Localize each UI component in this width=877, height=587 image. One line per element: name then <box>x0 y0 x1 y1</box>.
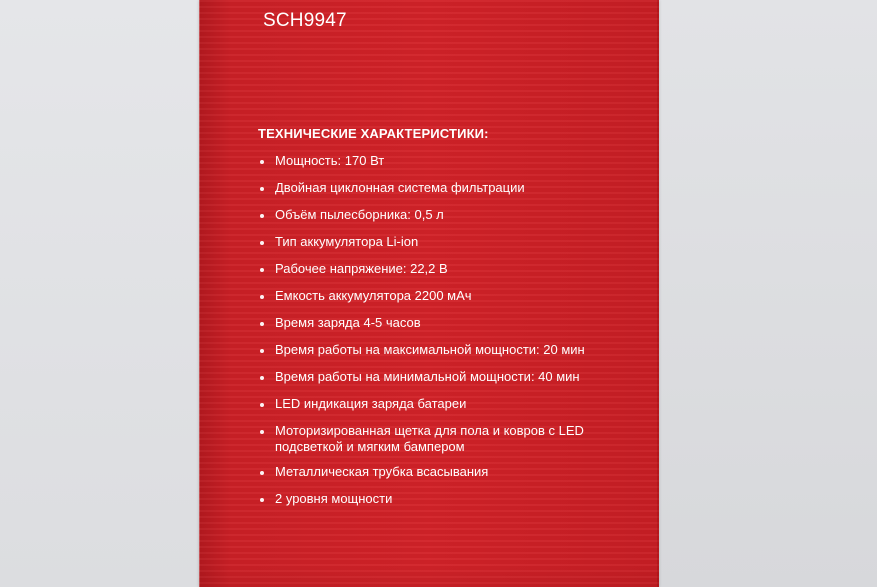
specifications-heading: ТЕХНИЧЕСКИЕ ХАРАКТЕРИСТИКИ: <box>258 126 489 141</box>
spec-motorized-brush: Моторизированная щетка для пола и ковров с LED подсветкой и мягким бампером <box>257 423 637 455</box>
spec-power-levels: 2 уровня мощности <box>257 491 637 507</box>
spec-metal-tube: Металлическая трубка всасывания <box>257 464 637 480</box>
background-left <box>0 0 205 587</box>
spec-min-runtime: Время работы на минимальной мощности: 40 мин <box>257 369 637 385</box>
spec-battery-type: Тип аккумулятора Li-ion <box>257 234 637 250</box>
product-box-side <box>199 0 659 587</box>
background-right <box>655 0 877 587</box>
spec-power: Мощность: 170 Вт <box>257 153 637 169</box>
spec-max-runtime: Время работы на максимальной мощности: 20 мин <box>257 342 637 358</box>
model-number: SCH9947 <box>263 10 347 31</box>
specifications-list <box>257 153 637 518</box>
spec-battery-capacity: Емкость аккумулятора 2200 мАч <box>257 288 637 304</box>
spec-voltage: Рабочее напряжение: 22,2 В <box>257 261 637 277</box>
spec-charge-time: Время заряда 4-5 часов <box>257 315 637 331</box>
spec-dust-container: Объём пылесборника: 0,5 л <box>257 207 637 223</box>
spec-filtration: Двойная циклонная система фильтрации <box>257 180 637 196</box>
spec-led-indicator: LED индикация заряда батареи <box>257 396 637 412</box>
